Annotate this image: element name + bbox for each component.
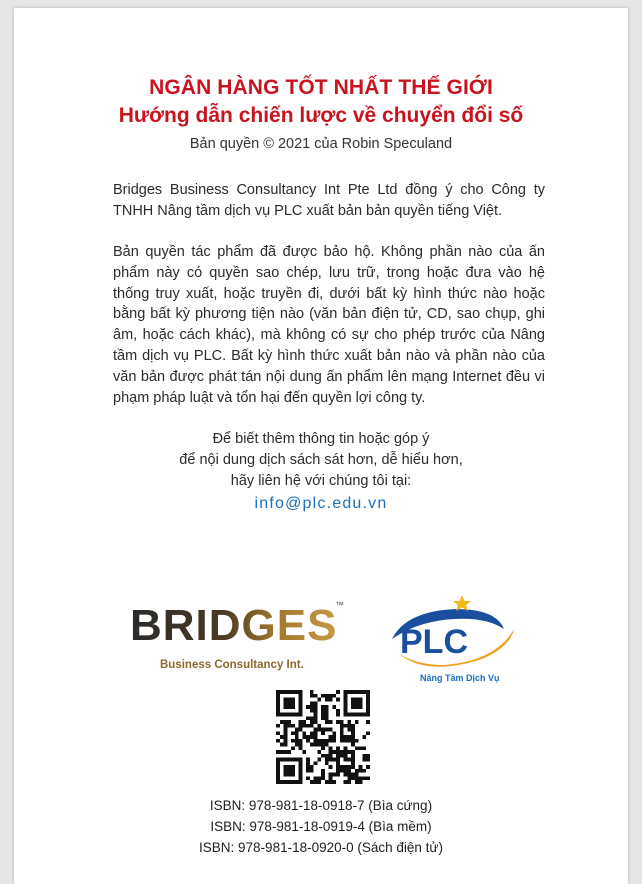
isbn-hardcover: ISBN: 978-981-18-0918-7 (Bìa cứng) <box>209 798 433 813</box>
isbn-ebook: ISBN: 978-981-18-0920-0 (Sách điện tử) <box>199 839 443 855</box>
document-page <box>14 8 628 884</box>
rights-paragraph: Bản quyền tác phẩm đã được bảo hộ. Không phần nào của ấn phẩm này có quyền sao chép, lưu trữ, trong hoặc đưa vào hệ thống truy xuất, hoặc truyền đi, dưới bất kỳ hình thức nào hoặc bằng bất kỳ phương tiện nào (văn bản điện tử, CD, sao chụp, ghi âm, hoặc cách khác), mà không có sự cho phép trước của Nâng tầm dịch vụ PLC. Bất kỳ hình thức xuất bản nào và phần nào của văn bản được phát tán nội dung ấn phẩm lên mạng Internet đều vi phạm pháp luật và tổn hại đến quyền lợi công ty. <box>113 244 545 406</box>
plc-wordmark: PLC <box>400 623 468 661</box>
contact-email-link[interactable]: info@plc.edu.vn <box>254 495 388 512</box>
plc-tagline: Nâng Tầm Dịch Vụ <box>420 673 500 683</box>
plc-logo <box>386 591 516 686</box>
isbn-paperback: ISBN: 978-981-18-0919-4 (Bìa mềm) <box>210 818 432 834</box>
qr-code <box>276 690 370 784</box>
bridges-logo <box>128 596 348 671</box>
contact-line: hãy liên hệ với chúng tôi tại: <box>230 472 412 489</box>
copyright-line: Bản quyền © 2021 của Robin Speculand <box>189 136 453 152</box>
contact-line: Để biết thêm thông tin hoặc góp ý <box>212 431 430 447</box>
bridges-tagline: Business Consultancy Int. <box>160 659 304 671</box>
trademark-symbol: ™ <box>335 600 344 610</box>
bridges-wordmark: BRIDGES <box>130 601 338 650</box>
book-title: NGÂN HÀNG TỐT NHẤT THẾ GIỚI <box>149 76 493 99</box>
license-paragraph: Bridges Business Consultancy Int Pte Ltd đồng ý cho Công ty TNHH Nâng tầm dịch vụ PLC xuất bản bản quyền tiếng Việt. <box>113 182 545 219</box>
contact-block <box>14 429 628 491</box>
contact-line: để nội dung dịch sách sát hơn, dễ hiểu hơn, <box>179 451 463 468</box>
star-icon <box>453 595 471 611</box>
isbn-block <box>14 796 628 858</box>
book-subtitle: Hướng dẫn chiến lược về chuyển đổi số <box>118 104 524 127</box>
